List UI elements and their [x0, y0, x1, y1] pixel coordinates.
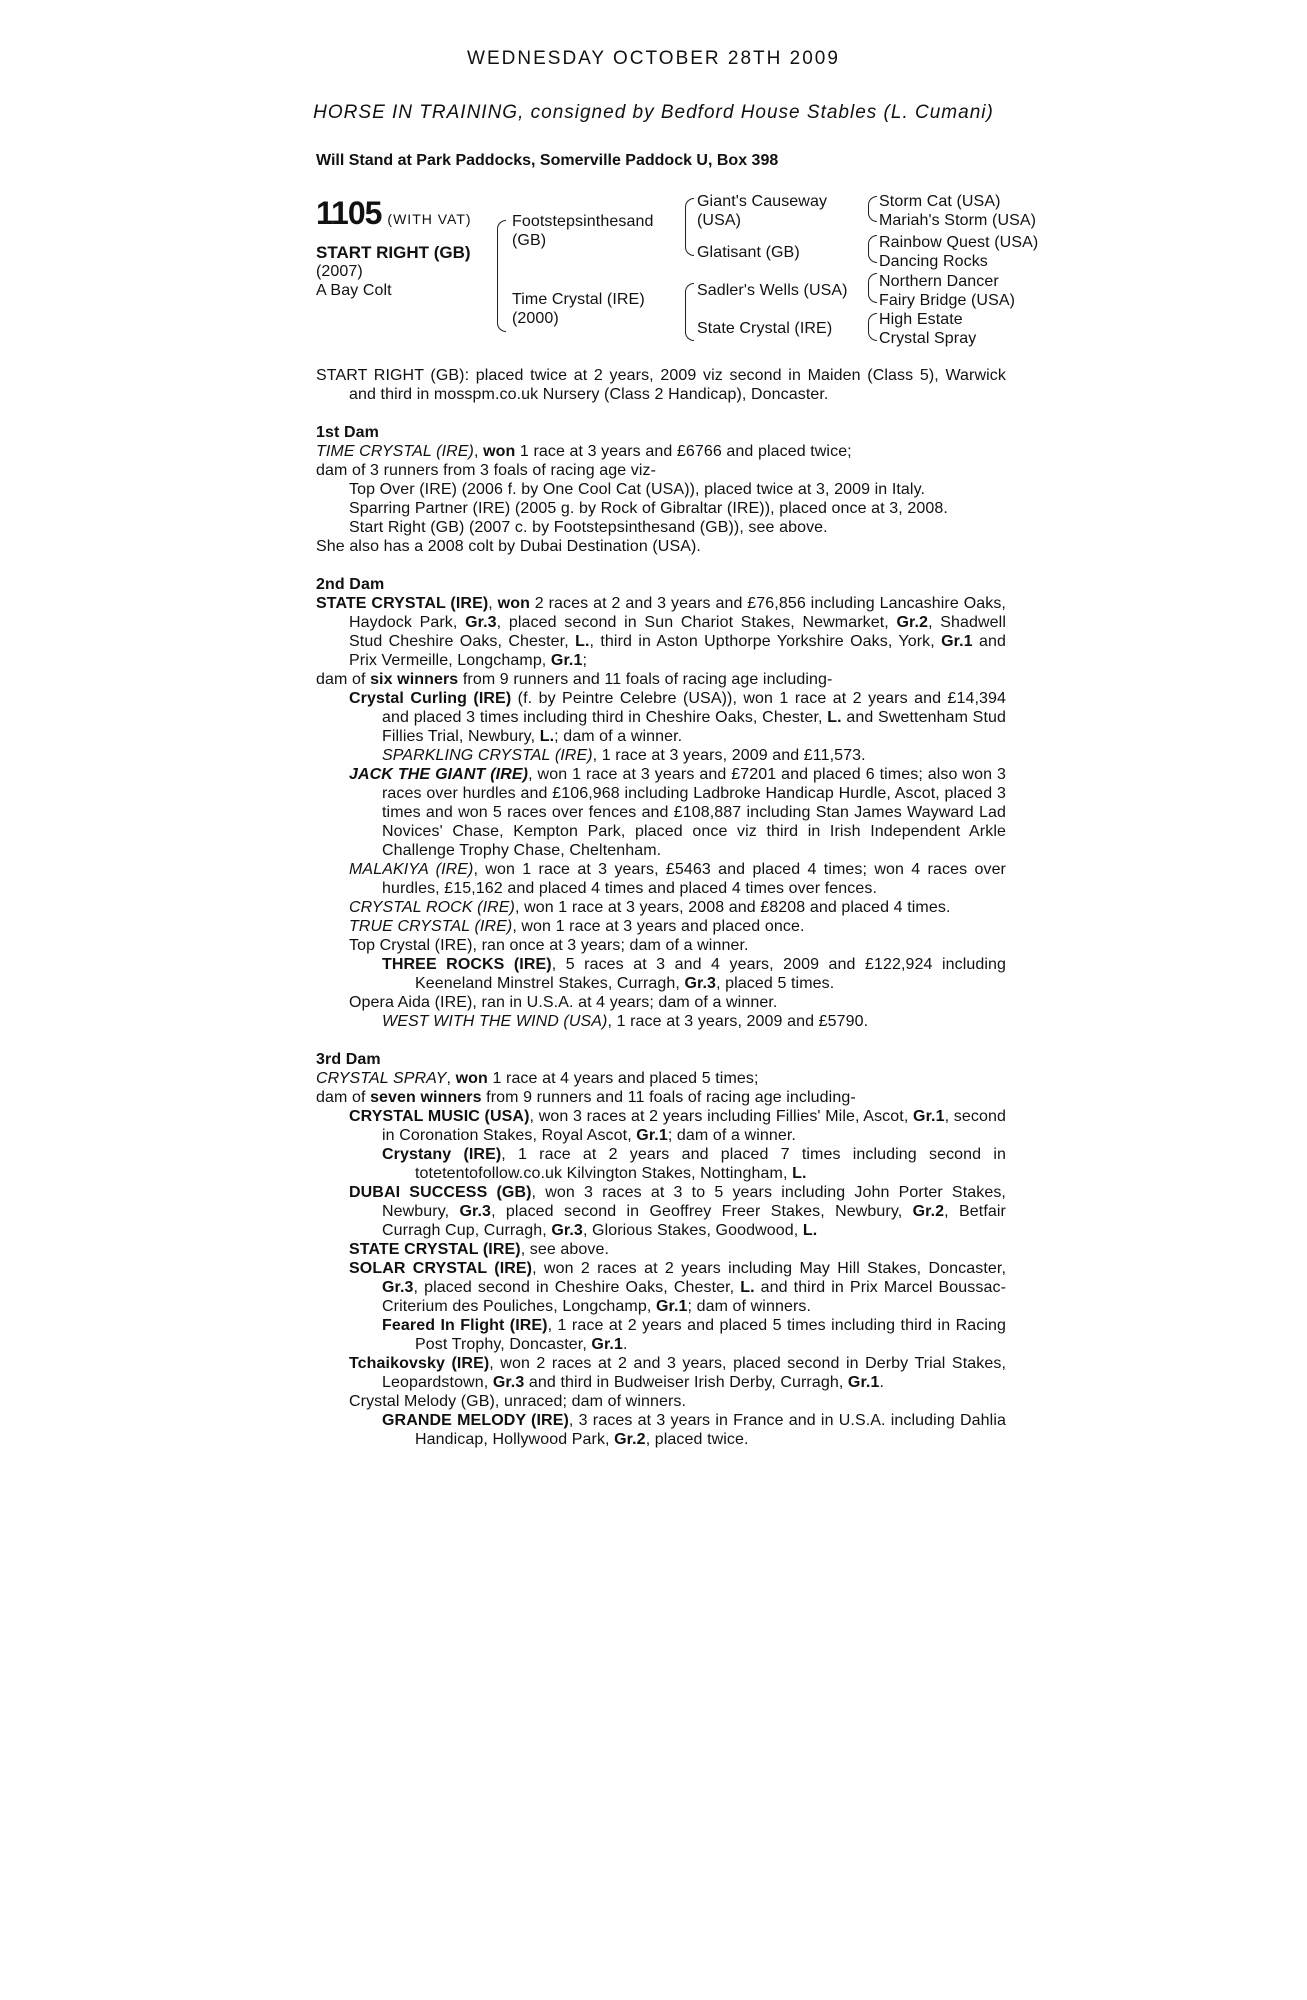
- produce-item: [316, 746, 1006, 765]
- produce-item: Crystal Melody (GB), unraced; dam of winners.: [349, 1393, 687, 1410]
- grade-label: Gr.3: [492, 1374, 525, 1391]
- third-dam-record: [316, 1069, 1006, 1088]
- pedigree-sss: Storm Cat (USA): [879, 193, 1001, 210]
- text-run: , Betfair Curragh Cup, Curragh,: [382, 1203, 1006, 1239]
- text-run: and third in Budweiser Irish Derby, Curragh,: [524, 1374, 848, 1391]
- text-run: , 1 race at 3 years, 2009 and £5790.: [607, 1013, 869, 1030]
- pedigree-dam: Time Crystal (IRE): [512, 291, 645, 308]
- text-run: , won 1 race at 3 years, 2008 and £8208 and placed 4 times.: [514, 899, 951, 916]
- winners-count: seven winners: [370, 1089, 482, 1106]
- text-run: , placed twice.: [645, 1431, 749, 1448]
- text-run: , 1 race at 2 years and placed 7 times including second in totetentofollow.co.uk Kilvington Stakes, Nottingham,: [415, 1146, 1006, 1182]
- horse-name: START RIGHT (GB): [316, 243, 471, 262]
- pedigree-dss: Northern Dancer: [879, 273, 999, 290]
- grade-label: Gr.1: [655, 1298, 688, 1315]
- text-run: , placed 5 times.: [716, 975, 835, 992]
- pedigree-sire-sire-country: (USA): [697, 212, 742, 229]
- pedigree-dam-year: (2000): [512, 310, 559, 327]
- vat-label: (WITH VAT): [387, 211, 472, 227]
- grade-label: Gr.1: [913, 1108, 945, 1125]
- pedigree-sire: Footstepsinthesand: [512, 213, 654, 230]
- produce-item: [316, 898, 1006, 917]
- text-run: , won 1 race at 3 years and £7201 and placed 6 times; also won 3 races over hurdles and £106,968 including Ladbroke Handicap Hurdle, Ascot, placed 3 times and won 5 races over fences and £108,887 including Stan James Wayward Lad Novices' Chase, Kempton Park, placed once viz third in Irish Independent Arkle Challenge Trophy Chase, Cheltenham.: [382, 766, 1006, 859]
- text-run: from 9 runners and 11 foals of racing age including-: [458, 671, 833, 688]
- second-dam-produce-intro: [316, 670, 1006, 689]
- text-run: , Shadwell Stud Cheshire Oaks, Chester,: [349, 614, 1006, 650]
- text-run: , 1 race at 3 years, 2009 and £11,573.: [592, 747, 866, 764]
- pedigree-brace-dam: [685, 283, 694, 341]
- text-run: , Glorious Stakes, Goodwood,: [582, 1222, 803, 1239]
- third-dam-produce-intro: [316, 1088, 1006, 1107]
- pedigree-sire-sire: Giant's Causeway: [697, 193, 828, 210]
- grade-label: Gr.2: [896, 614, 929, 631]
- horse-description: A Bay Colt: [316, 282, 392, 299]
- lot-number-value: 1105: [316, 195, 382, 231]
- produce-item: Top Over (IRE) (2006 f. by One Cool Cat (USA)), placed twice at 3, 2009 in Italy.: [349, 481, 926, 498]
- horse-ref: SPARKLING CRYSTAL (IRE): [382, 747, 593, 764]
- produce-item: [316, 689, 1006, 746]
- grade-label: Gr.2: [912, 1203, 945, 1220]
- horse-ref: STATE CRYSTAL (IRE): [349, 1241, 521, 1258]
- horse-year: (2007): [316, 263, 363, 280]
- produce-item: [316, 1183, 1006, 1240]
- text-run: and Swettenham Stud Fillies Trial, Newbury,: [382, 709, 1006, 745]
- horse-ref: Crystany (IRE): [382, 1146, 502, 1163]
- text-run: (f. by Peintre Celebre (USA)), won 1 race at 2 years and £14,394 and placed 3 times including third in Cheshire Oaks, Chester,: [382, 690, 1007, 726]
- horse-ref: CRYSTAL SPRAY: [316, 1070, 447, 1087]
- produce-item: [316, 1411, 1006, 1449]
- horse-ref: SOLAR CRYSTAL (IRE): [349, 1260, 533, 1277]
- pedigree-ddd: Crystal Spray: [879, 330, 977, 347]
- grade-label: Gr.1: [636, 1127, 668, 1144]
- grade-label: Gr.3: [465, 614, 497, 631]
- text-run: ;: [582, 652, 587, 669]
- horse-ref: Crystal Curling (IRE): [349, 690, 512, 707]
- first-dam-also: She also has a 2008 colt by Dubai Destination (USA).: [316, 538, 701, 555]
- pedigree-brace-dd: [868, 313, 877, 341]
- grade-label: L.: [802, 1222, 818, 1239]
- text-run: 1 race at 4 years and placed 5 times;: [487, 1070, 759, 1087]
- horse-ref: THREE ROCKS (IRE): [382, 956, 552, 973]
- first-dam-produce-intro: dam of 3 runners from 3 foals of racing age viz-: [316, 462, 657, 479]
- produce-item: [316, 917, 1006, 936]
- text-run: ; dam of winners.: [687, 1298, 812, 1315]
- first-dam-heading: 1st Dam: [316, 424, 379, 441]
- grade-label: Gr.1: [941, 633, 973, 650]
- text-run: .: [879, 1374, 885, 1391]
- text-run: and Prix Vermeille, Longchamp,: [349, 633, 1006, 669]
- race-summary: START RIGHT (GB): placed twice at 2 years, 2009 viz second in Maiden (Class 5), Warwick and third in mosspm.co.uk Nursery (Class 2 Handicap), Doncaster.: [316, 367, 1006, 403]
- text-run: , third in Aston Upthorpe Yorkshire Oaks, York,: [589, 633, 942, 650]
- grade-label: L.: [792, 1165, 807, 1182]
- horse-ref: STATE CRYSTAL (IRE): [316, 595, 489, 612]
- grade-label: L.: [827, 709, 842, 726]
- text-run: , won 3 races at 3 to 5 years including John Porter Stakes, Newbury,: [382, 1184, 1006, 1220]
- pedigree-dam-dam: State Crystal (IRE): [697, 320, 833, 337]
- text-run: ,: [446, 1070, 456, 1087]
- produce-item: Top Crystal (IRE), ran once at 3 years; dam of a winner.: [349, 937, 749, 954]
- text-run: , won 2 races at 2 and 3 years, placed second in Derby Trial Stakes, Leopardstown,: [382, 1355, 1006, 1391]
- text-run: from 9 runners and 11 foals of racing age including-: [481, 1089, 856, 1106]
- won-label: won: [483, 443, 516, 460]
- horse-ref: DUBAI SUCCESS (GB): [349, 1184, 532, 1201]
- text-run: , see above.: [520, 1241, 610, 1258]
- text-run: ,: [473, 443, 484, 460]
- pedigree-dam-sire: Sadler's Wells (USA): [697, 282, 848, 299]
- text-run: and third in Prix Marcel Boussac-Criterium des Pouliches, Longchamp,: [382, 1279, 1006, 1315]
- grade-label: L.: [740, 1279, 755, 1296]
- pedigree-sds: Rainbow Quest (USA): [879, 234, 1039, 251]
- grade-label: Gr.1: [847, 1374, 880, 1391]
- produce-item: Opera Aida (IRE), ran in U.S.A. at 4 years; dam of a winner.: [349, 994, 778, 1011]
- grade-label: Gr.3: [551, 1222, 583, 1239]
- horse-ref: Feared In Flight (IRE): [382, 1317, 548, 1334]
- pedigree-notes: [316, 366, 1006, 1449]
- grade-label: Gr.2: [614, 1431, 646, 1448]
- text-run: , won 1 race at 3 years and placed once.: [512, 918, 805, 935]
- text-run: , won 1 race at 3 years, £5463 and placed 4 times; won 4 races over hurdles, £15,162 and placed 4 times and placed 4 times over fences.: [382, 861, 1006, 897]
- grade-label: Gr.1: [550, 652, 583, 669]
- produce-item: [316, 1240, 1006, 1259]
- grade-label: Gr.1: [591, 1336, 623, 1353]
- horse-ref: TRUE CRYSTAL (IRE): [349, 918, 513, 935]
- produce-item: [316, 765, 1006, 860]
- horse-ref: WEST WITH THE WIND (USA): [382, 1013, 608, 1030]
- produce-item: [316, 1012, 1006, 1031]
- horse-ref: JACK THE GIANT (IRE): [349, 766, 529, 783]
- grade-label: Gr.3: [459, 1203, 492, 1220]
- first-dam-name: TIME CRYSTAL (IRE): [316, 443, 474, 460]
- text-run: , second in Coronation Stakes, Royal Ascot,: [382, 1108, 1006, 1144]
- pedigree-brace-sire: [685, 198, 694, 256]
- text-run: .: [622, 1336, 628, 1353]
- text-run: , placed second in Sun Chariot Stakes, Newmarket,: [496, 614, 897, 631]
- won-label: won: [455, 1070, 488, 1087]
- pedigree-sdd: Dancing Rocks: [879, 253, 988, 270]
- produce-item: [316, 1316, 1006, 1354]
- text-run: , placed second in Cheshire Oaks, Chester,: [413, 1279, 741, 1296]
- second-dam-heading: 2nd Dam: [316, 576, 385, 593]
- pedigree-ssd: Mariah's Storm (USA): [879, 212, 1037, 229]
- horse-ref: Tchaikovsky (IRE): [349, 1355, 490, 1372]
- stand-location: Will Stand at Park Paddocks, Somerville Paddock U, Box 398: [316, 152, 779, 169]
- text-run: , 1 race at 2 years and placed 5 times including third in Racing Post Trophy, Doncaster,: [415, 1317, 1006, 1353]
- produce-item: Sparring Partner (IRE) (2005 g. by Rock of Gibraltar (IRE)), placed once at 3, 2008.: [349, 500, 948, 517]
- grade-label: Gr.3: [684, 975, 717, 992]
- lot-number: [316, 195, 472, 232]
- pedigree-brace-ss: [868, 196, 877, 222]
- produce-item: [316, 1259, 1006, 1316]
- text-run: , won 2 races at 2 years including May Hill Stakes, Doncaster,: [532, 1260, 1006, 1277]
- produce-item: Start Right (GB) (2007 c. by Footstepsinthesand (GB)), see above.: [349, 519, 828, 536]
- pedigree-sire-dam: Glatisant (GB): [697, 244, 800, 261]
- horse-ref: CRYSTAL MUSIC (USA): [349, 1108, 530, 1125]
- second-dam-record: [316, 594, 1006, 670]
- produce-item: [316, 860, 1006, 898]
- first-dam-record: [316, 442, 1006, 461]
- text-run: dam of: [316, 671, 371, 688]
- text-run: , 3 races at 3 years in France and in U.S.A. including Dahlia Handicap, Hollywood Park,: [415, 1412, 1006, 1448]
- produce-item: [316, 1145, 1006, 1183]
- horse-ref: GRANDE MELODY (IRE): [382, 1412, 569, 1429]
- pedigree-sire-country: (GB): [512, 232, 547, 249]
- text-run: ; dam of a winner.: [554, 728, 683, 745]
- horse-ref: MALAKIYA (IRE): [349, 861, 474, 878]
- grade-label: Gr.3: [382, 1279, 414, 1296]
- produce-item: [316, 955, 1006, 993]
- text-run: 1 race at 3 years and £6766 and placed twice;: [515, 443, 852, 460]
- consignor-line: HORSE IN TRAINING, consigned by Bedford House Stables (L. Cumani): [313, 102, 994, 123]
- pedigree-brace-sd: [868, 235, 877, 263]
- third-dam-heading: 3rd Dam: [316, 1051, 381, 1068]
- text-run: , placed second in Geoffrey Freer Stakes, Newbury,: [491, 1203, 913, 1220]
- produce-item: [316, 1354, 1006, 1392]
- text-run: , 5 races at 3 and 4 years, 2009 and £122,924 including Keeneland Minstrel Stakes, Curragh,: [415, 956, 1006, 992]
- horse-ref: CRYSTAL ROCK (IRE): [349, 899, 515, 916]
- won-label: won: [497, 595, 530, 612]
- winners-count: six winners: [370, 671, 459, 688]
- pedigree-brace-main: [497, 220, 506, 332]
- text-run: ,: [488, 595, 498, 612]
- pedigree-dds: High Estate: [879, 311, 963, 328]
- pedigree-brace-ds: [868, 273, 877, 303]
- sale-date: WEDNESDAY OCTOBER 28TH 2009: [467, 48, 840, 69]
- text-run: 2 races at 2 and 3 years and £76,856 including Lancashire Oaks, Haydock Park,: [349, 595, 1006, 631]
- produce-item: [316, 1107, 1006, 1145]
- text-run: ; dam of a winner.: [667, 1127, 796, 1144]
- grade-label: L.: [539, 728, 555, 745]
- grade-label: L.: [575, 633, 590, 650]
- pedigree-dsd: Fairy Bridge (USA): [879, 292, 1016, 309]
- text-run: dam of: [316, 1089, 371, 1106]
- text-run: , won 3 races at 2 years including Fillies' Mile, Ascot,: [529, 1108, 914, 1125]
